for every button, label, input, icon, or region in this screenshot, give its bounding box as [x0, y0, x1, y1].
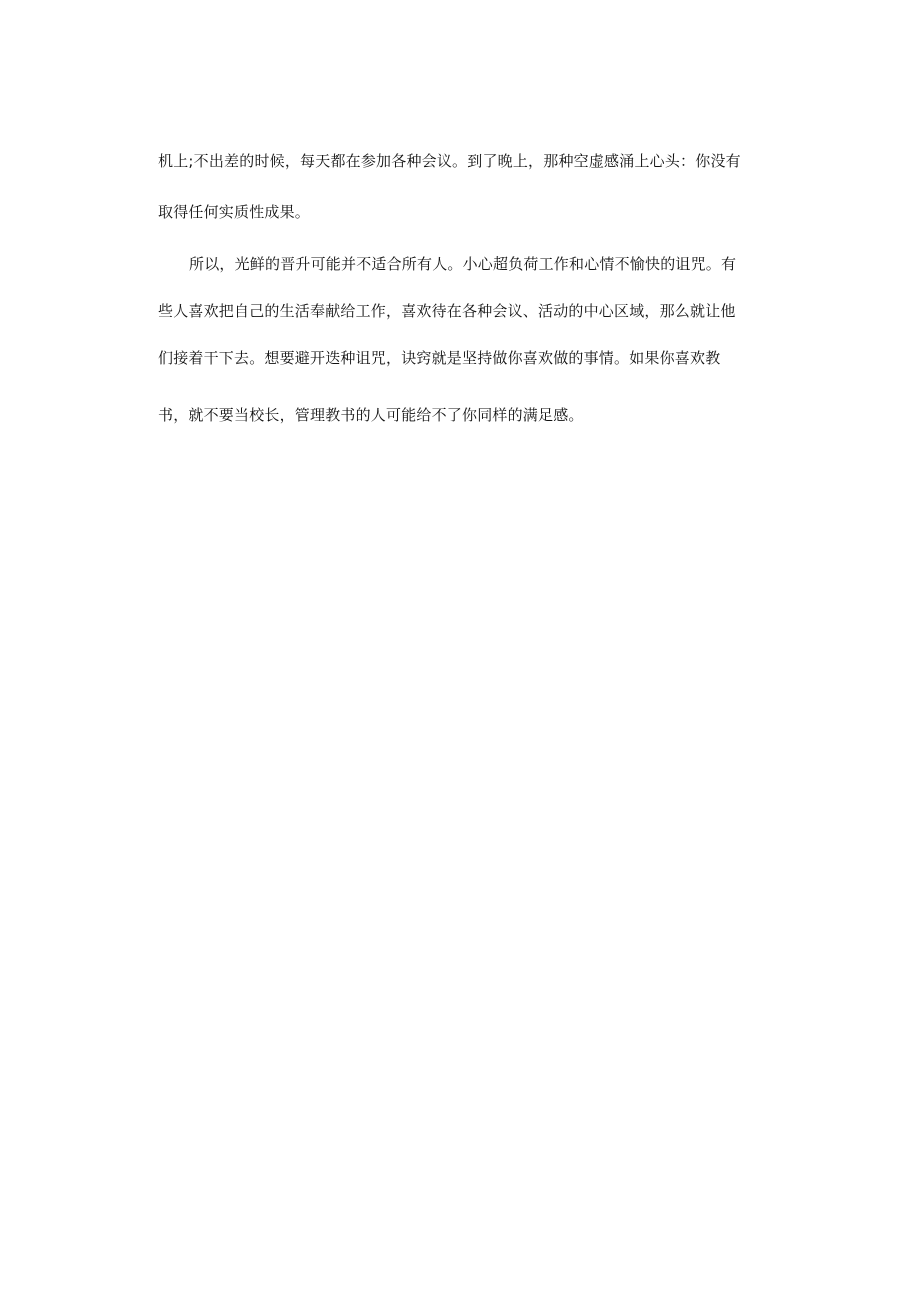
paragraph-line: 所以，光鲜的晋升可能并不适合所有人。小心超负荷工作和心情不愉快的诅咒。有: [189, 255, 737, 273]
paragraph-line: 机上;不出差的时候，每天都在参加各种会议。到了晚上，那种空虚感涌上心头：你没有: [158, 152, 741, 170]
paragraph-line: 书，就不要当校长，管理教书的人可能给不了你同样的满足感。: [158, 406, 584, 424]
paragraph-line: 取得任何实质性成果。: [158, 203, 311, 221]
paragraph-line: 们接着干下去。想要避开迭种诅咒，诀窍就是坚持做你喜欢做的事情。如果你喜欢教: [158, 349, 721, 367]
paragraph-line: 些人喜欢把自己的生活奉献给工作，喜欢待在各种会议、活动的中心区域，那么就让他: [158, 302, 736, 320]
